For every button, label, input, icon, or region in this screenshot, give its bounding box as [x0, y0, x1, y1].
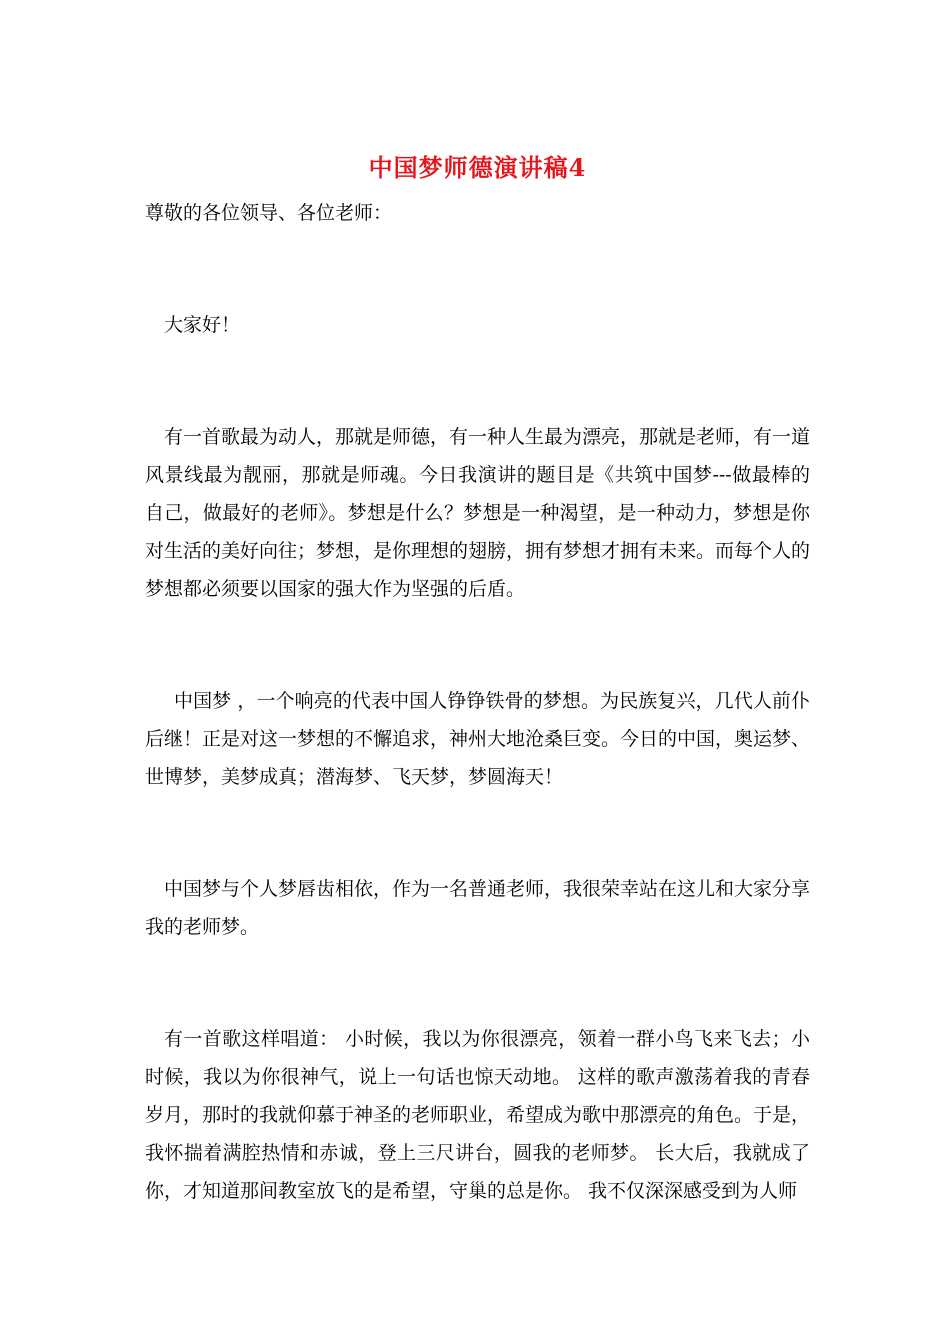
- document-body: [145, 150, 810, 1284]
- paragraph: 中国梦 ，一个响亮的代表中国人铮铮铁骨的梦想。为民族复兴，几代人前仆后继！正是对这一梦想的不懈追求，神州大地沧桑巨变。今日的中国，奥运梦、世博梦，美梦成真；潜海梦、飞天梦，梦圆海天！: [145, 690, 811, 788]
- document-title: 中国梦师德演讲稿4: [368, 153, 587, 182]
- paragraph: 中国梦与个人梦唇齿相依，作为一名普通老师，我很荣幸站在这儿和大家分享我的老师梦。: [145, 878, 811, 938]
- paragraph: 有一首歌最为动人，那就是师德，有一种人生最为漂亮，那就是老师，有一道风景线最为靓丽，那就是师魂。今日我演讲的题目是《共筑中国梦---做最棒的自己，做最好的老师》。梦想是什么？梦想是一种渴望，是一种动力，梦想是你对生活的美好向往；梦想，是你理想的翅膀，拥有梦想才拥有未来。而每个人的梦想都必须要以国家的强大作为坚强的后盾。: [145, 426, 811, 600]
- greeting: 大家好！: [164, 314, 241, 336]
- salutation: 尊敬的各位领导、各位老师：: [145, 202, 393, 224]
- paragraph: 有一首歌这样唱道： 小时候，我以为你很漂亮，领着一群小鸟飞来飞去；小时候，我以为你很神气，说上一句话也惊天动地。 这样的歌声激荡着我的青春岁月，那时的我就仰慕于神圣的老师职业，希望成为歌中那漂亮的角色。于是，我怀揣着满腔热情和赤诚，登上三尺讲台，圆我的老师梦。 长大后，我就成了你，才知道那间教室放飞的是希望，守巢的总是你。 我不仅深深感受到为人师: [145, 1028, 811, 1202]
